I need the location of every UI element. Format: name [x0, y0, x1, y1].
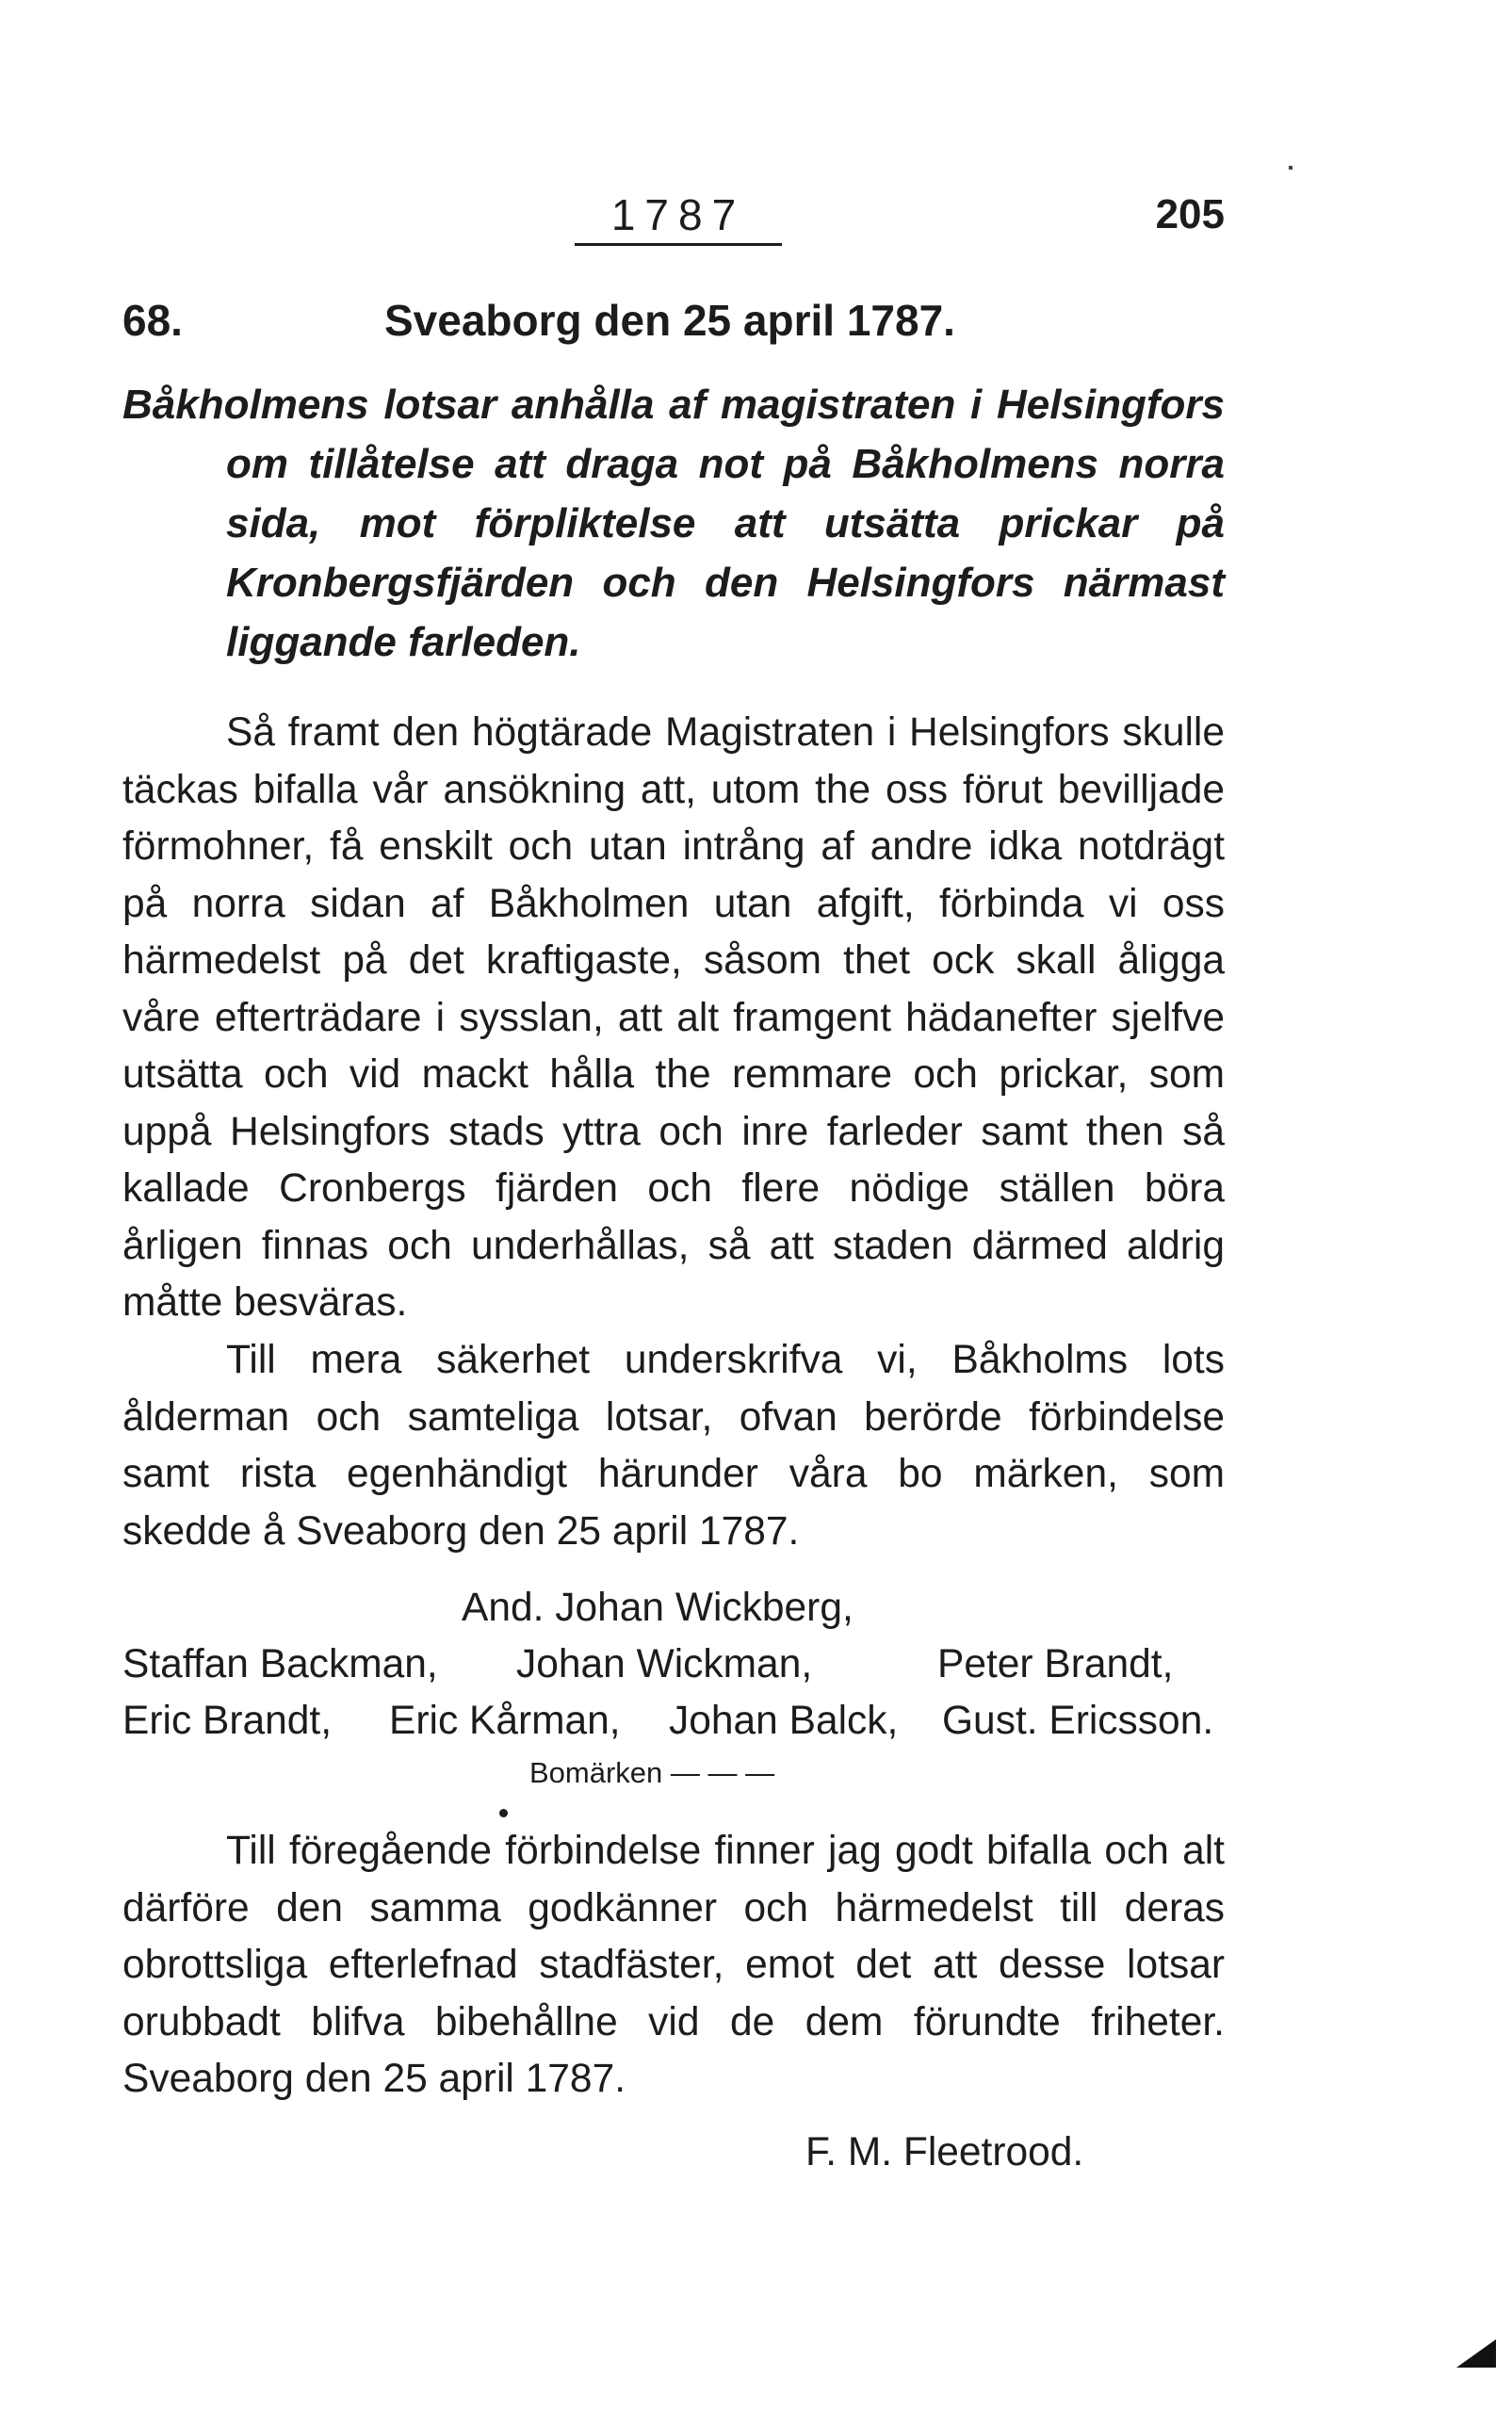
document-number: 68.	[122, 296, 183, 345]
running-head-year: 1787	[610, 190, 746, 239]
signatory-name: Eric Kårman,	[389, 1699, 621, 1743]
bullet-mark	[499, 1809, 508, 1817]
signatory-name: Johan Wickman,	[516, 1642, 813, 1686]
document-summary: Båkholmens lotsar anhålla af magistraten i Helsingfors om tillåtelse att draga not på Båkholmens norra sida, mot förpliktelse att utsätta prickar på Kronbergsfjärden och den Helsingfors närmast liggande farleden.	[122, 382, 1225, 665]
bomarken-note: Bomärken — — —	[529, 1756, 775, 1789]
approver-signature: F. M. Fleetrood.	[805, 2130, 1084, 2174]
signatory-name: Peter Brandt,	[937, 1642, 1174, 1686]
year-underline	[575, 243, 782, 246]
body-paragraph-2: Till mera säkerhet underskrifva vi, Båkholms lots ålderman och samteliga lotsar, ofvan berörde förbindelse samt rista egenhändigt härunder våra bo märken, som skedde å Sveaborg den 25 april 1787.	[122, 1338, 1225, 1554]
document-heading	[122, 287, 1234, 353]
approval-paragraph: Till föregående förbindelse finner jag godt bifalla och alt därföre den samma godkänner och härmedelst till deras obrottsliga efterlefnad stadfäster, emot det att desse lotsar orubbadt blifva bibehållne vid de dem förundte friheter. Sveaborg den 25 april 1787.	[122, 1829, 1225, 2101]
signatory-name: Johan Balck,	[669, 1699, 899, 1743]
page-number: 205	[1155, 191, 1225, 237]
signatory-name: Eric Brandt,	[122, 1699, 333, 1743]
scan-corner-mark	[1456, 2339, 1496, 2368]
running-head	[0, 187, 1512, 252]
signatory-name: Gust. Ericsson.	[942, 1699, 1214, 1743]
signatory-name: Staffan Backman,	[122, 1642, 438, 1686]
body-paragraph-1: Så framt den högtärade Magistraten i Helsingfors skulle täckas bifalla vår ansökning att, utom the oss förut bevilljade förmohner, få enskilt och utan intrång af andre idka notdrägt på norra sidan af Båkholmen utan afgift, förbinda vi oss härmedelst på det kraftigaste, såsom thet ock skall åligga våre efterträdare i sysslan, att alt framgent hädanefter sjelfve utsätta och vid mackt hålla the remmare och prickar, som uppå Helsingfors stads yttra och inre farleder samt then så kallade Cronbergs fjärden och flere nödige ställen böra årligen finnas och underhållas, så att staden därmed aldrig måtte besväras.	[122, 710, 1225, 1325]
document-title: Sveaborg den 25 april 1787.	[384, 296, 955, 345]
signatory-row-2	[122, 1636, 1225, 1693]
signatory-lead: And. Johan Wickberg,	[462, 1586, 854, 1630]
signatory-row-3	[122, 1693, 1225, 1750]
scan-speck	[1289, 166, 1293, 170]
